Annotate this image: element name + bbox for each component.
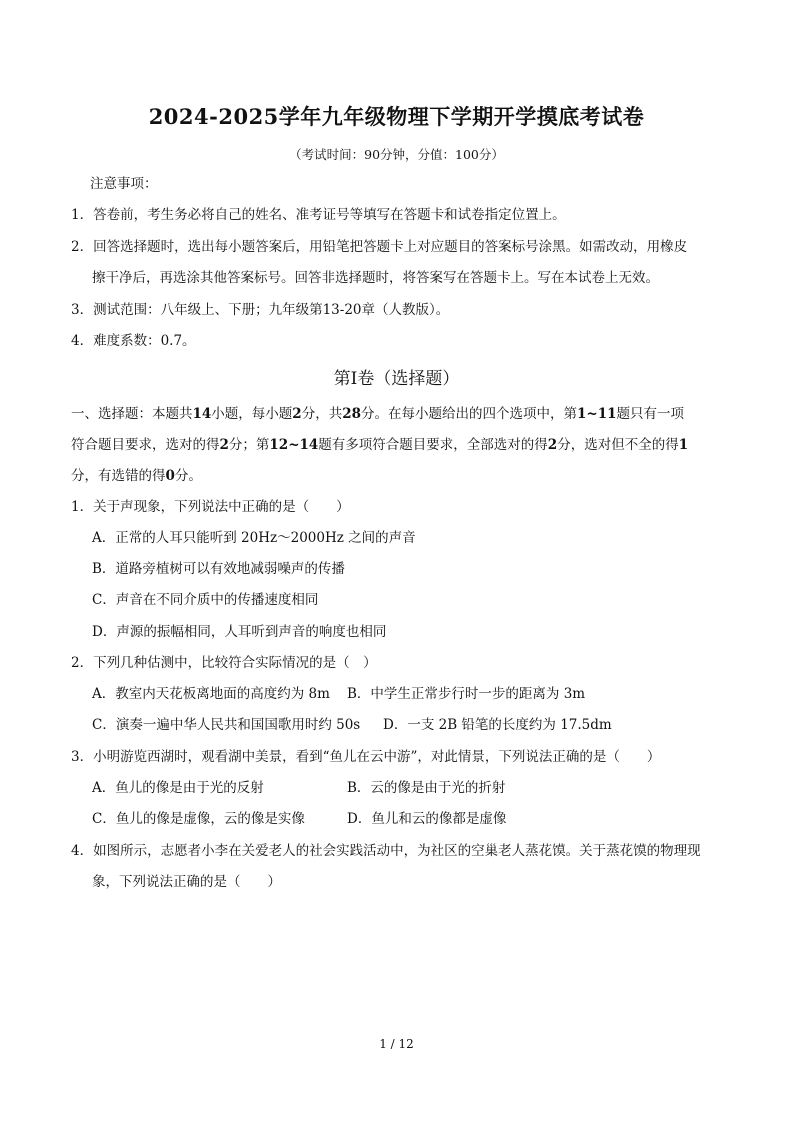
- instructions-line-2: [71, 435, 688, 455]
- instr-text: 题有多项符合题目要求，全部选对的得: [318, 437, 548, 453]
- page-number: 1 / 12: [379, 1037, 414, 1051]
- question-2-option-d: D．一支 2B 铅笔的长度约为 17.5dm: [383, 717, 612, 733]
- instr-num: 1: [678, 437, 689, 453]
- exam-title: 2024-2025学年九年级物理下学期开学摸底考试卷: [148, 104, 645, 129]
- question-1-option-a: A．正常的人耳只能听到 20Hz～2000Hz 之间的声音: [92, 530, 416, 546]
- note-2-line-1: 2．回答选择题时，选出每小题答案后，用铅笔把答题卡上对应题目的答案标号涂黑。如需改动，用橡皮: [71, 239, 688, 255]
- question-1-option-b: B．道路旁植树可以有效地减弱噪声的传播: [92, 561, 345, 577]
- instr-text: 一、选择题：本题共: [71, 406, 193, 422]
- instructions-line-3: [71, 466, 202, 486]
- instructions-line-1: [71, 404, 684, 424]
- note-4: 4．难度系数：0.7。: [71, 333, 196, 349]
- question-3-stem: 3．小明游览西湖时，观看湖中美景，看到“鱼儿在云中游”，对此情景，下列说法正确的是（ ）: [71, 749, 661, 765]
- question-1-option-d: D．声源的振幅相同，人耳听到声音的响度也相同: [92, 624, 387, 640]
- question-2-option-b: B．中学生正常步行时一步的距离为 3m: [347, 686, 586, 702]
- note-2-line-2: 擦干净后，再选涂其他答案标号。回答非选择题时，将答案写在答题卡上。写在本试卷上无效。: [92, 270, 659, 286]
- instr-num: 12~14: [269, 437, 319, 453]
- instr-num: 1~11: [577, 406, 617, 422]
- instr-text: 分。在每小题给出的四个选项中，第: [361, 406, 577, 422]
- question-2-option-a: A．教室内天花板离地面的高度约为 8m: [92, 686, 330, 702]
- exam-subtitle: （考试时间：90分钟，分值：100分）: [289, 147, 504, 162]
- section-title: 第Ⅰ卷（选择题）: [333, 369, 460, 389]
- question-3-option-c: C．鱼儿的像是虚像，云的像是实像: [92, 811, 305, 827]
- instr-text: 分，选对但不全的得: [557, 437, 679, 453]
- instr-num: 2: [292, 406, 302, 422]
- notes-heading: 注意事项：: [90, 176, 158, 192]
- question-1-option-c: C．声音在不同介质中的传播速度相同: [92, 592, 319, 608]
- question-1-stem: 1．关于声现象，下列说法中正确的是（ ）: [71, 499, 350, 515]
- instr-text: 题只有一项: [616, 406, 684, 422]
- instr-num: 28: [342, 406, 361, 422]
- question-2-stem: 2．下列几种估测中，比较符合实际情况的是（ ）: [71, 655, 377, 671]
- question-3-option-a: A．鱼儿的像是由于光的反射: [92, 780, 264, 796]
- question-3-option-d: D．鱼儿和云的像都是虚像: [347, 811, 507, 827]
- instr-text: 符合题目要求，选对的得: [71, 437, 220, 453]
- question-2-option-c: C．演奏一遍中华人民共和国国歌用时约 50s: [92, 717, 361, 733]
- instr-text: 分；第: [228, 437, 270, 453]
- question-4-stem-line-2: 象，下列说法正确的是（ ）: [92, 874, 281, 890]
- instr-num: 2: [219, 437, 229, 453]
- note-1: 1．答卷前，考生务必将自己的姓名、准考证号等填写在答题卡和试卷指定位置上。: [71, 207, 566, 223]
- instr-text: 分，有选错的得: [71, 468, 166, 484]
- instr-text: 小题，每小题: [211, 406, 293, 422]
- instr-num: 0: [165, 468, 175, 484]
- instr-text: 分。: [174, 468, 202, 484]
- note-3: 3．测试范围：八年级上、下册；九年级第13-20章（人教版）。: [71, 302, 450, 318]
- instr-num: 14: [192, 406, 212, 422]
- question-3-option-b: B．云的像是由于光的折射: [347, 780, 506, 796]
- instr-num: 2: [547, 437, 558, 453]
- instr-text: 分，共: [301, 406, 343, 422]
- question-4-stem-line-1: 4．如图所示，志愿者小李在关爱老人的社会实践活动中，为社区的空巢老人蒸花馍。关于蒸花馍的物理现: [71, 843, 701, 859]
